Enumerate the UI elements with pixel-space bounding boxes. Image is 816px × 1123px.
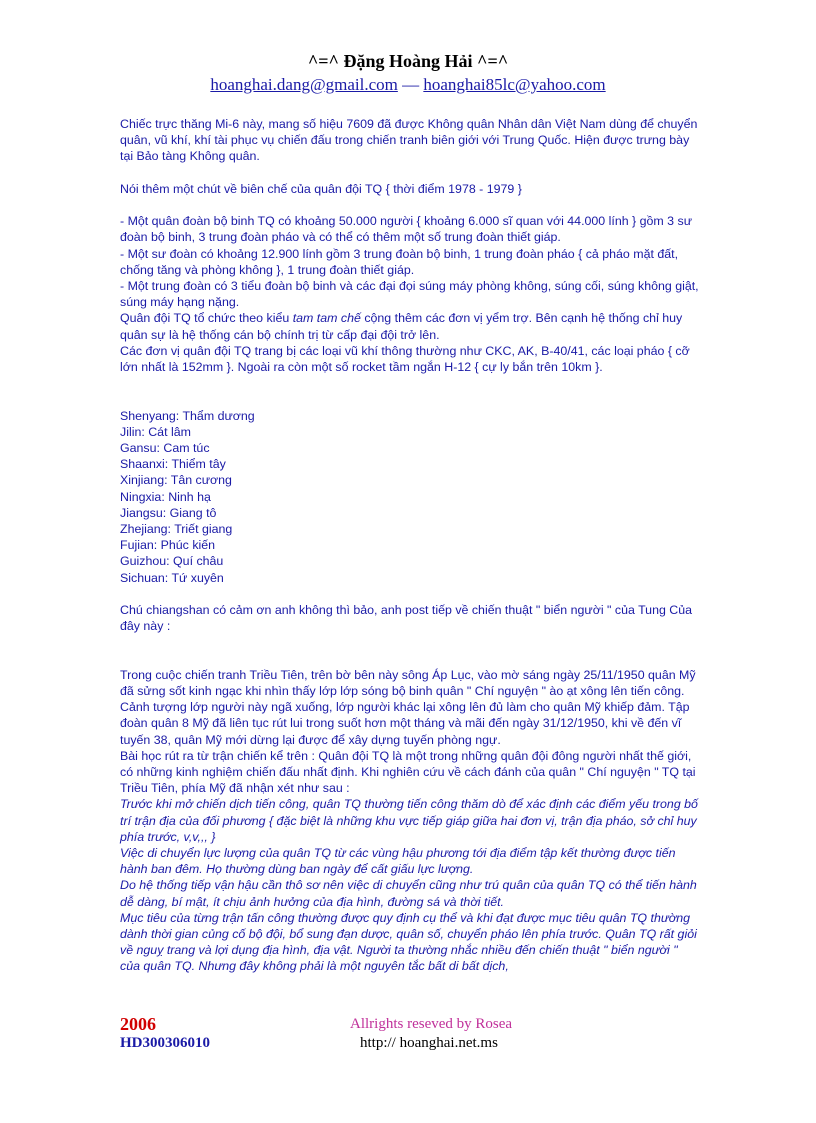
province-item: Shaanxi: Thiểm tây <box>120 457 226 472</box>
paragraph-mi6: Chiếc trực thăng Mi-6 này, mang số hiệu 7609 đã được Không quân Nhân dân Việt Nam dùng để chuyển quân, vũ khí, khí tài phục vụ chiến đấu trong chiến tranh biên giới với Trung Quốc. Hiện được trưng bày tại Bảo tàng Không quân. <box>120 117 698 164</box>
email-link-yahoo[interactable]: hoanghai85lc@yahoo.com <box>423 75 606 94</box>
province-item: Jiangsu: Giang tô <box>120 505 217 520</box>
email-separator: — <box>397 75 424 94</box>
author-title: ^=^ Đặng Hoàng Hải ^=^ <box>307 51 509 71</box>
footer-year: 2006 <box>120 1014 156 1034</box>
paragraph-regiment: - Một trung đoàn có 3 tiểu đoàn bộ binh và các đại đọi súng máy phòng không, súng cối, súng không giật, súng máy hạng nặng. <box>120 279 699 310</box>
email-link-gmail[interactable]: hoanghai.dang@gmail.com <box>210 75 398 94</box>
paragraph-division: - Một sư đoàn có khoảng 12.900 lính gồm 3 trung đoàn bộ binh, 1 trung đoàn pháo { cả pháo mặt đất, chống tăng và phòng không }, 1 trung đoàn thiết giáp. <box>120 246 679 277</box>
paragraph-intro-structure: Nói thêm một chút về biên chế của quân đội TQ { thời điểm 1978 - 1979 } <box>120 181 522 196</box>
italic-paragraph-probing: Trước khi mở chiến dịch tiến công, quân TQ thường tiến công thăm dò để xác định các điểm yếu trong bố trí trận địa của đối phương { đặc biệt là những khu vực tiếp giáp giữa hai đơn vị, trận địa pháo, sở chỉ huy phía trước, v,v,,, } <box>120 797 698 844</box>
footer-copyright: Allrights reseved by Rosea <box>350 1016 513 1032</box>
province-item: Zhejiang: Triết giang <box>120 522 233 537</box>
paragraph-korean-war: Trong cuộc chiến tranh Triều Tiên, trên bờ bên này sông Áp Lục, vào mờ sáng ngày 25/11/1950 quân Mỹ đã sửng sốt kinh ngạc khi nhìn thấy lớp lớp sóng bộ binh quân " Chí nguyện " ào ạt xông lên tiến công. Cảnh tượng lớp người này ngã xuống, lớp người khác lại xông lên đủ làm cho quân Mỹ khiếp đảm. Tập đoàn quân 8 Mỹ đã liên tục rút lui trong suốt hơn một tháng và mãi đến ngày 31/12/1950, khi về đến vĩ tuyến 38, quân Mỹ mới dừng lại được để xây dựng tuyến phòng ngự. <box>120 667 696 747</box>
page-header <box>0 50 816 96</box>
paragraph-chiangshan: Chú chiangshan có cảm ơn anh không thì bảo, anh post tiếp về chiến thuật " biển người " của Tung Của đây này : <box>120 603 693 634</box>
paragraph-lesson: Bài học rút ra từ trận chiến kể trên : Quân đội TQ là một trong những quân đội đông người nhất thế giới, có những kinh nghiệm chiến đấu nhất định. Khi nghiên cứu về cách đánh của quân " Chí nguyện " TQ tại Triều Tiên, phía Mỹ đã nhận xét như sau : <box>120 748 696 796</box>
term-tam-tam-che: tam tam chế <box>292 311 361 326</box>
province-item: Gansu: Cam túc <box>120 441 210 455</box>
author-emails <box>0 74 816 96</box>
province-item: Ningxia: Ninh hạ <box>120 489 211 504</box>
province-item: Xinjiang: Tân cương <box>120 473 232 488</box>
italic-paragraph-night-movement: Việc di chuyển lực lượng của quân TQ từ các vùng hậu phương tới địa điểm tập kết thường được tiến hành ban đêm. Họ thường dùng ban ngày để cất giấu lực lượng. <box>120 846 676 877</box>
province-item: Shenyang: Thẩm dương <box>120 408 255 423</box>
province-item: Fujian: Phúc kiến <box>120 538 216 553</box>
paragraph-army-corps: - Một quân đoàn bộ binh TQ có khoảng 50.000 người { khoảng 6.000 sĩ quan với 44.000 lính } gồm 3 sư đoàn bộ binh, 3 trung đoàn pháo và có thể có thêm một số trung đoàn thiết giáp. <box>120 214 692 245</box>
province-item: Guizhou: Quí châu <box>120 554 224 569</box>
footer-document-code: HD300306010 <box>120 1035 210 1051</box>
italic-paragraph-objectives: Mục tiêu của từng trận tấn công thường được quy định cụ thể và khi đạt được mục tiêu quân TQ thường dành thời gian củng cố bộ đội, bổ sung đạn dược, quân số, chuyển pháo lên phía trước. Quân TQ rất giỏi về nguỵ trang và lợi dụng địa hình, địa vật. Người ta thường nhắc nhiều đến chiến thuật " biển người " của quân TQ. Nhưng đây không phải là một nguyên tắc bất di bất dịch, <box>120 910 697 974</box>
italic-paragraph-logistics: Do hệ thống tiếp vận hậu cần thô sơ nên việc di chuyển cũng như trú quân của quân TQ có thể tiến hành dễ dàng, bí mật, ít chịu ảnh hưởng của địa hình, đường sá và thời tiết. <box>120 878 697 909</box>
paragraph-organization: Quân đội TQ tổ chức theo kiểu tam tam chế cộng thêm các đơn vị yểm trợ. Bên cạnh hệ thống chỉ huy quân sự là hệ thống cán bộ chính trị từ cấp đại đội trở lên. <box>120 311 683 342</box>
province-item: Jilin: Cát lâm <box>120 424 191 439</box>
document-body <box>120 116 700 975</box>
province-item: Sichuan: Tứ xuyên <box>120 570 224 585</box>
paragraph-weapons: Các đơn vị quân đội TQ trang bị các loại vũ khí thông thường như CKC, AK, B-40/41, các loại pháo { cỡ lớn nhất là 152mm }. Ngoài ra còn một số rocket tầm ngắn H-12 { cự ly bắn trên 10km }. <box>120 343 690 375</box>
footer-url[interactable]: http:// hoanghai.net.ms <box>360 1035 498 1051</box>
